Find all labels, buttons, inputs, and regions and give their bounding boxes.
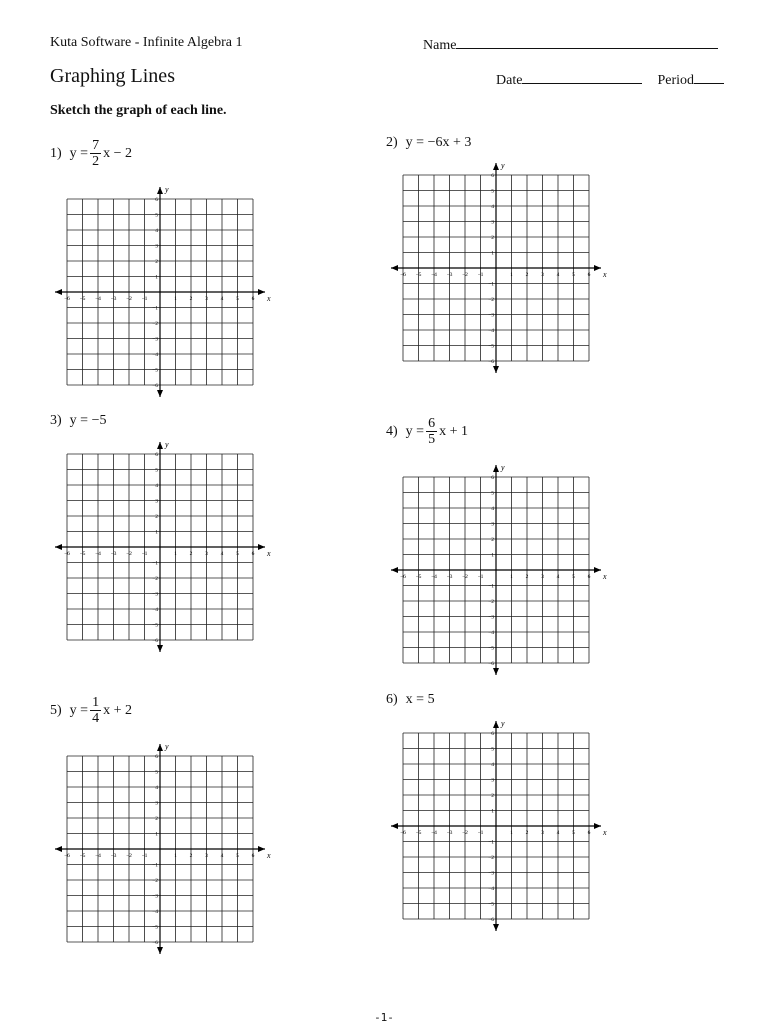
coordinate-grid-3[interactable] [50,440,270,660]
y-tick-label: 1 [155,831,158,838]
problem-number: 3) [50,413,62,428]
problem-number: 6) [386,692,398,707]
x-tick-label: 4 [556,830,560,836]
problem-number: 4) [386,423,398,439]
problem-5 [50,695,132,726]
y-tick-label: 5 [155,769,158,776]
y-axis-label: y [501,161,505,170]
y-tick-label: −5 [488,645,494,652]
y-axis-arrow-up-icon [157,442,163,449]
y-tick-label: −1 [152,305,158,312]
x-axis-label: x [267,549,271,558]
x-axis-label: x [603,572,607,581]
y-tick-label: −5 [488,901,494,908]
x-tick-label: 5 [236,296,239,302]
y-tick-label: −6 [488,917,494,923]
x-tick-label: −5 [79,296,86,302]
x-axis-arrow-right-icon [594,567,601,573]
y-axis-arrow-down-icon [493,668,499,675]
x-tick-label: −3 [110,296,117,302]
x-tick-label: −1 [141,551,148,557]
x-axis-arrow-left-icon [391,823,398,829]
x-tick-label: 5 [572,830,575,836]
name-label: Name [423,38,457,53]
y-axis-arrow-up-icon [157,744,163,751]
x-tick-label: 4 [556,574,560,580]
y-tick-label: 3 [491,777,494,784]
y-tick-label: 6 [491,173,494,179]
x-tick-label: −4 [431,830,437,836]
x-tick-label: −4 [95,551,101,557]
x-tick-label: −5 [415,272,422,278]
x-tick-label: 5 [572,574,575,580]
y-tick-label: −4 [152,352,158,358]
y-tick-label: −1 [152,560,158,567]
fraction-numerator: 6 [428,416,436,431]
x-axis-arrow-right-icon [258,544,265,550]
x-axis-label: x [267,294,271,303]
x-tick-label: −3 [110,853,117,859]
x-tick-label: −6 [400,830,406,836]
y-axis-arrow-down-icon [493,924,499,931]
y-tick-label: 6 [491,731,494,737]
y-tick-label: −2 [488,297,494,303]
x-tick-label: 6 [587,574,591,580]
y-tick-label: 4 [491,762,494,768]
y-tick-label: −4 [152,909,158,915]
x-tick-label: −6 [64,296,70,302]
x-tick-label: −6 [400,574,406,580]
fraction-denominator: 5 [428,432,436,447]
equation-lhs: y = [69,145,89,161]
x-tick-label: 5 [236,551,239,557]
y-axis-label: y [501,463,505,472]
x-tick-label: 3 [205,853,208,859]
x-tick-label: −3 [446,574,453,580]
y-axis-arrow-down-icon [157,390,163,397]
y-axis-arrow-up-icon [493,163,499,170]
page-number: -1- [374,1011,394,1024]
x-axis-arrow-right-icon [258,289,265,295]
y-tick-label: 3 [155,800,158,807]
x-tick-label: −2 [462,574,468,580]
y-tick-label: −3 [488,312,494,319]
x-axis-label: x [603,270,607,279]
y-tick-label: 3 [491,219,494,226]
x-tick-label: −3 [110,551,117,557]
x-tick-label: −1 [477,830,484,836]
x-tick-label: −2 [462,272,468,278]
problem-number: 2) [386,135,398,150]
y-tick-label: −2 [488,855,494,861]
publisher-line: Kuta Software - Infinite Algebra 1 [50,35,243,50]
name-blank[interactable] [456,35,718,49]
y-axis-arrow-down-icon [157,947,163,954]
name-field[interactable] [423,35,718,54]
y-tick-label: 2 [491,537,494,543]
y-tick-label: 1 [491,808,494,815]
fraction [90,138,101,169]
y-axis-label: y [501,719,505,728]
x-tick-label: −5 [415,830,422,836]
x-tick-label: 1 [174,853,177,859]
x-tick-label: −1 [141,296,148,302]
fraction-numerator: 1 [92,695,100,710]
x-tick-label: 3 [541,272,544,278]
equation-rest: x − 2 [103,145,132,161]
x-tick-label: −4 [95,853,101,859]
x-axis-arrow-left-icon [391,265,398,271]
y-tick-label: −1 [488,281,494,288]
x-axis-arrow-right-icon [258,846,265,852]
equation-rest: x + 1 [439,423,468,439]
problem-1 [50,138,132,169]
x-tick-label: −4 [95,296,101,302]
fraction-denominator: 2 [92,154,100,169]
problem-number: 5) [50,702,62,718]
y-tick-label: 5 [155,467,158,474]
equation-lhs: y = [69,702,89,718]
x-tick-label: −1 [141,853,148,859]
y-axis-arrow-down-icon [493,366,499,373]
fraction-numerator: 7 [92,138,100,153]
y-tick-label: 2 [491,235,494,241]
y-axis-arrow-up-icon [157,187,163,194]
x-tick-label: 3 [205,551,208,557]
x-tick-label: 1 [510,272,513,278]
x-tick-label: 4 [220,853,224,859]
x-tick-label: −5 [79,551,86,557]
date-period-field[interactable] [496,70,724,89]
equation-lhs: y = [405,423,425,439]
x-tick-label: 5 [572,272,575,278]
x-tick-label: 6 [587,272,591,278]
y-tick-label: 6 [155,452,158,458]
x-tick-label: −2 [126,853,132,859]
y-tick-label: −5 [152,924,158,931]
x-tick-label: 6 [251,551,255,557]
fraction [426,416,437,447]
y-tick-label: 4 [155,228,158,234]
x-tick-label: 6 [587,830,591,836]
y-tick-label: −4 [488,630,494,636]
x-tick-label: −4 [431,574,437,580]
x-tick-label: −6 [64,853,70,859]
x-axis-arrow-left-icon [55,846,62,852]
y-tick-label: −5 [152,367,158,374]
y-tick-label: 2 [155,259,158,265]
coordinate-grid-2[interactable] [386,161,606,381]
y-axis-label: y [165,185,169,194]
coordinate-grid-1[interactable] [50,185,270,405]
x-tick-label: 2 [525,830,529,836]
x-tick-label: 3 [541,830,544,836]
x-tick-label: 4 [220,296,224,302]
worksheet-title: Graphing Lines [50,65,175,87]
x-tick-label: 5 [236,853,239,859]
y-tick-label: −6 [152,940,158,946]
y-tick-label: −2 [152,878,158,884]
date-label: Date [496,73,523,88]
period-blank[interactable] [694,70,724,84]
y-tick-label: −6 [152,638,158,644]
y-tick-label: 1 [155,274,158,281]
x-axis-arrow-left-icon [55,544,62,550]
x-tick-label: 6 [251,853,255,859]
coordinate-grid-5[interactable] [50,742,270,962]
y-axis-arrow-up-icon [493,465,499,472]
y-tick-label: 4 [155,483,158,489]
y-tick-label: −3 [488,870,494,877]
y-tick-label: −6 [152,383,158,389]
x-tick-label: 6 [251,296,255,302]
equation-lhs: y = [69,413,89,428]
coordinate-grid-4[interactable] [386,463,606,683]
y-tick-label: −5 [488,343,494,350]
y-tick-label: 6 [155,754,158,760]
equation-rest: −6x + 3 [427,135,472,150]
y-tick-label: 3 [155,498,158,505]
x-tick-label: 1 [510,574,513,580]
x-axis-arrow-left-icon [391,567,398,573]
x-tick-label: −4 [431,272,437,278]
period-label: Period [657,73,694,88]
y-tick-label: 5 [155,212,158,219]
y-tick-label: −4 [152,607,158,613]
y-tick-label: −1 [488,839,494,846]
x-tick-label: −1 [477,574,484,580]
problem-number: 1) [50,145,62,161]
x-tick-label: −2 [126,551,132,557]
y-tick-label: −2 [152,321,158,327]
x-tick-label: −5 [79,853,86,859]
equation-rest: 5 [427,692,435,707]
y-tick-label: 5 [491,490,494,497]
x-axis-arrow-left-icon [55,289,62,295]
equation-lhs: x = [405,692,425,707]
y-tick-label: −5 [152,622,158,629]
x-tick-label: 3 [205,296,208,302]
x-tick-label: 4 [556,272,560,278]
y-tick-label: 2 [155,816,158,822]
problem-6 [386,692,435,708]
x-tick-label: −5 [415,574,422,580]
y-tick-label: −3 [488,614,494,621]
y-tick-label: 5 [491,188,494,195]
x-tick-label: 4 [220,551,224,557]
x-tick-label: −3 [446,272,453,278]
x-tick-label: −6 [400,272,406,278]
y-tick-label: −6 [488,359,494,365]
x-axis-arrow-right-icon [594,823,601,829]
y-tick-label: −6 [488,661,494,667]
y-tick-label: −4 [488,886,494,892]
x-axis-arrow-right-icon [594,265,601,271]
equation-lhs: y = [405,135,425,150]
y-tick-label: 1 [155,529,158,536]
y-tick-label: 6 [155,197,158,203]
x-tick-label: −2 [462,830,468,836]
y-tick-label: 3 [491,521,494,528]
fraction-denominator: 4 [92,711,100,726]
y-axis-arrow-down-icon [157,645,163,652]
y-tick-label: 2 [491,793,494,799]
x-tick-label: −3 [446,830,453,836]
y-tick-label: −3 [152,336,158,343]
x-tick-label: −1 [477,272,484,278]
y-tick-label: −1 [152,862,158,869]
x-tick-label: −6 [64,551,70,557]
coordinate-grid-6[interactable] [386,719,606,939]
problem-3 [50,413,106,429]
x-tick-label: 2 [189,296,193,302]
equation-rest: −5 [91,413,107,428]
y-tick-label: 6 [491,475,494,481]
problem-4 [386,416,468,447]
x-tick-label: 2 [525,272,529,278]
x-tick-label: 1 [174,551,177,557]
instructions: Sketch the graph of each line. [50,103,227,118]
x-axis-label: x [603,828,607,837]
problem-2 [386,135,471,151]
y-tick-label: 3 [155,243,158,250]
equation-rest: x + 2 [103,702,132,718]
x-tick-label: 2 [189,551,193,557]
x-tick-label: 3 [541,574,544,580]
y-tick-label: 1 [491,250,494,257]
y-tick-label: 4 [155,785,158,791]
x-tick-label: 1 [174,296,177,302]
y-axis-arrow-up-icon [493,721,499,728]
y-tick-label: −3 [152,893,158,900]
y-tick-label: 1 [491,552,494,559]
y-axis-label: y [165,742,169,751]
x-tick-label: 2 [525,574,529,580]
y-tick-label: 5 [491,746,494,753]
fraction [90,695,101,726]
y-tick-label: 4 [491,506,494,512]
y-tick-label: −3 [152,591,158,598]
y-tick-label: −2 [152,576,158,582]
y-axis-label: y [165,440,169,449]
x-tick-label: −2 [126,296,132,302]
y-tick-label: −2 [488,599,494,605]
x-tick-label: 2 [189,853,193,859]
y-tick-label: 2 [155,514,158,520]
y-tick-label: −1 [488,583,494,590]
y-tick-label: −4 [488,328,494,334]
x-tick-label: 1 [510,830,513,836]
y-tick-label: 4 [491,204,494,210]
x-axis-label: x [267,851,271,860]
date-blank[interactable] [522,70,642,84]
